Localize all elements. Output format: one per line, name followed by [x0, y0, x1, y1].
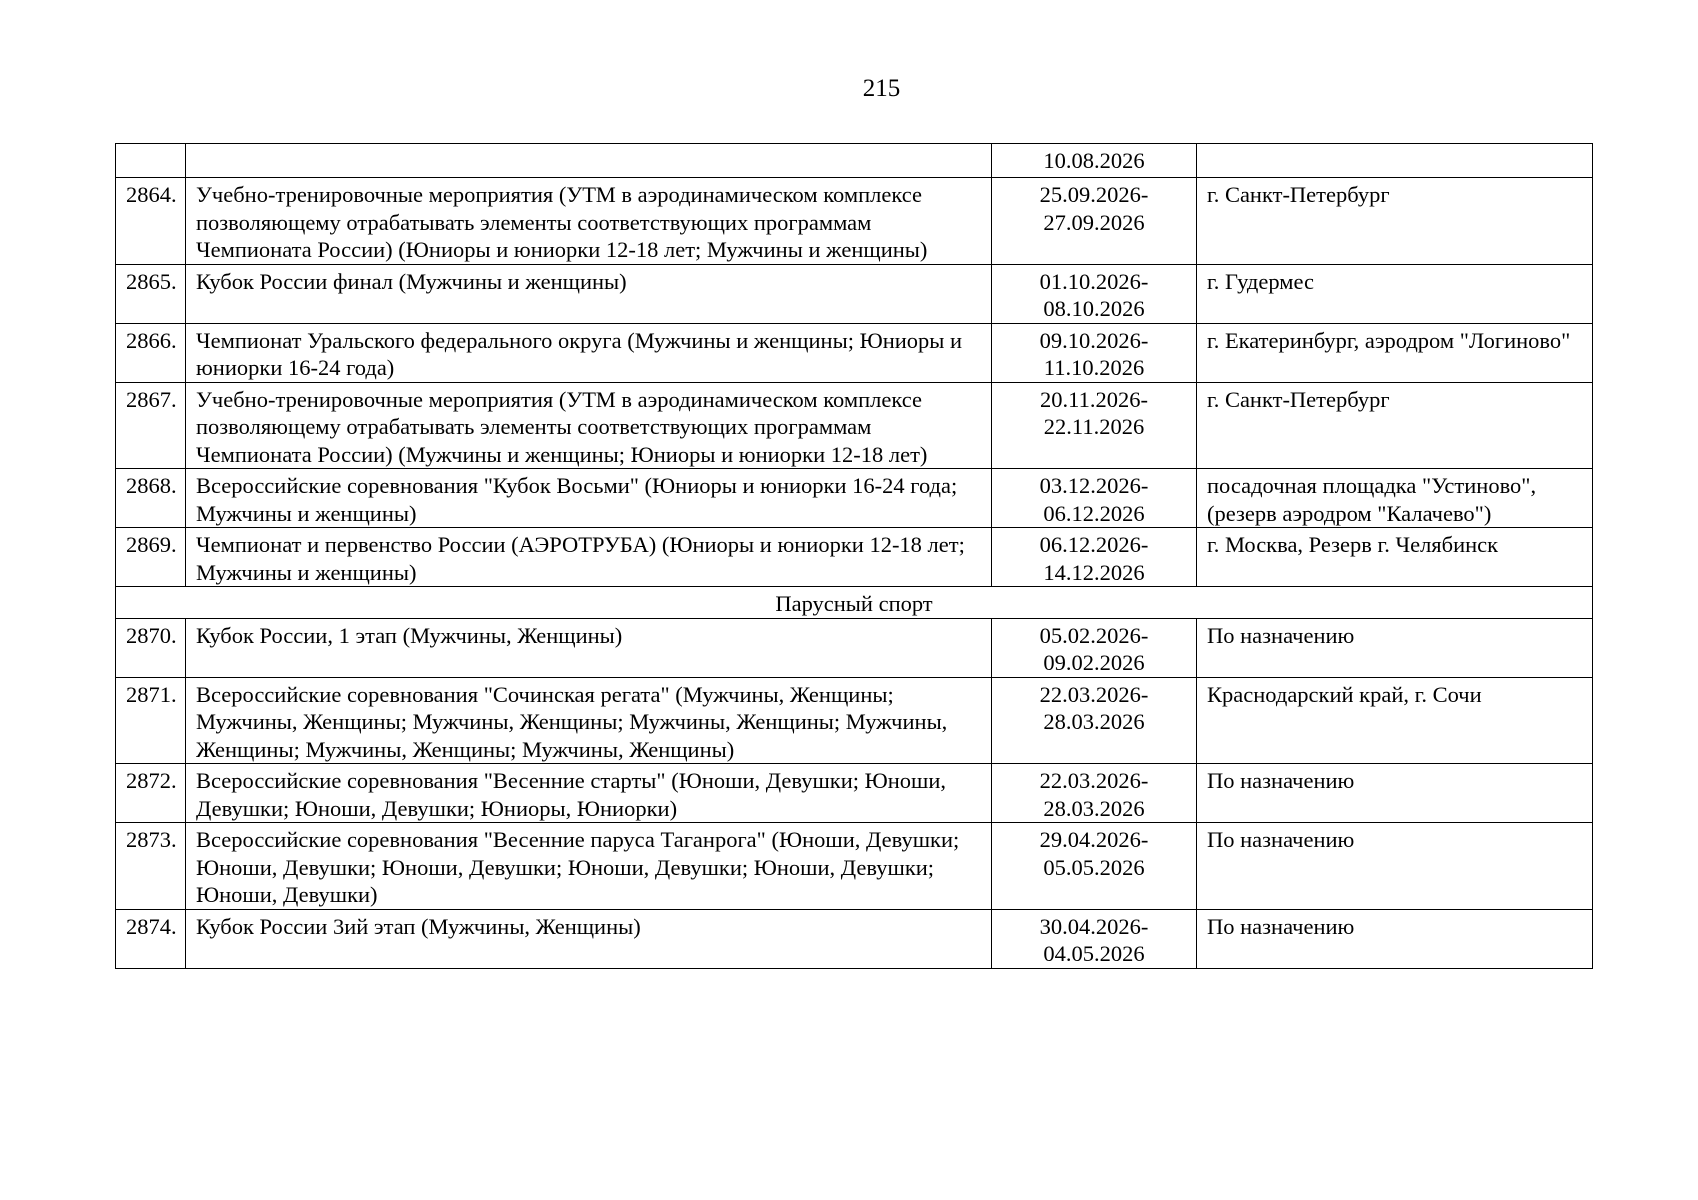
- date-to: 11.10.2026: [1043, 355, 1145, 380]
- event-place-text: По назначению: [1207, 768, 1355, 793]
- section-row: [116, 587, 1593, 619]
- event-name: [186, 264, 992, 323]
- table-row: [116, 528, 1593, 587]
- event-dates: [992, 823, 1197, 910]
- row-number: [116, 909, 186, 968]
- row-number: [116, 323, 186, 382]
- event-name: [186, 764, 992, 823]
- page-number: 215: [862, 75, 901, 102]
- event-dates: [992, 264, 1197, 323]
- event-name: [186, 823, 992, 910]
- row-number: [116, 382, 186, 469]
- date-from: 03.12.2026-: [1039, 473, 1149, 498]
- event-name: [186, 677, 992, 764]
- event-place: [1197, 144, 1593, 178]
- row-number-text: 2872.: [126, 768, 177, 793]
- table-row: [116, 764, 1593, 823]
- section-title: Парусный спорт: [116, 587, 1593, 619]
- row-number: [116, 618, 186, 677]
- event-place: [1197, 469, 1593, 528]
- event-name-text: Всероссийские соревнования "Весенние паруса Таганрога" (Юноши, Девушки; Юноши, Девушки; Юноши, Девушки; Юноши, Девушки; Юноши, Девушки; Юноши, Девушки): [196, 827, 960, 907]
- event-dates: [992, 178, 1197, 265]
- event-place-text: г. Санкт-Петербург: [1207, 386, 1390, 412]
- row-number: [116, 178, 186, 265]
- event-name-text: Кубок России, 1 этап (Мужчины, Женщины): [196, 622, 623, 648]
- row-number-text: 2869.: [126, 532, 177, 557]
- row-number-text: 2864.: [126, 182, 177, 207]
- event-place-text: посадочная площадка "Устиново", (резерв аэродром "Калачево"): [1207, 473, 1537, 526]
- event-dates: [992, 469, 1197, 528]
- event-name-text: Учебно-тренировочные мероприятия (УТМ в аэродинамическом комплексе позволяющему отрабатывать элементы соответствующих программам Чемпионата России) (Мужчины и женщины; Юниоры и юниорки 12-18 лет): [196, 386, 928, 467]
- date-from: 22.03.2026-: [1039, 681, 1149, 707]
- row-number: [116, 144, 186, 178]
- row-number-text: 2868.: [126, 473, 177, 498]
- event-place-text: г. Гудермес: [1207, 268, 1315, 294]
- date-to: 27.09.2026: [1043, 209, 1145, 235]
- event-name: [186, 323, 992, 382]
- table-row: [116, 144, 1593, 178]
- table-row: [116, 823, 1593, 910]
- event-place-text: По назначению: [1207, 622, 1355, 648]
- event-place: [1197, 264, 1593, 323]
- date-to: 09.02.2026: [1043, 650, 1145, 675]
- event-name-text: Кубок России финал (Мужчины и женщины): [196, 268, 627, 294]
- event-name: [186, 178, 992, 265]
- event-place-text: По назначению: [1207, 913, 1355, 939]
- date-from: 06.12.2026-: [1039, 532, 1149, 557]
- event-place-text: г. Санкт-Петербург: [1207, 182, 1390, 207]
- row-number: [116, 823, 186, 910]
- event-name: [186, 382, 992, 469]
- row-number: [116, 469, 186, 528]
- event-name-text: Кубок России 3ий этап (Мужчины, Женщины): [196, 913, 641, 939]
- event-name-text: Всероссийские соревнования "Кубок Восьми" (Юниоры и юниорки 16-24 года; Мужчины и женщины): [196, 473, 958, 526]
- date-from: 29.04.2026-: [1039, 827, 1149, 852]
- date-to: 28.03.2026: [1043, 709, 1145, 734]
- event-place-text: г. Екатеринбург, аэродром "Логиново": [1207, 327, 1571, 353]
- event-place: [1197, 323, 1593, 382]
- date-from: 05.02.2026-: [1039, 622, 1149, 648]
- event-name: [186, 469, 992, 528]
- date-to: 06.12.2026: [1043, 500, 1145, 526]
- event-dates: 10.08.2026: [992, 144, 1197, 178]
- date-to: 05.05.2026: [1043, 854, 1145, 880]
- row-number-text: 2867.: [126, 386, 177, 412]
- event-place: [1197, 677, 1593, 764]
- table-row: [116, 677, 1593, 764]
- event-place: [1197, 909, 1593, 968]
- event-name-text: Чемпионат Уральского федерального округа (Мужчины и женщины; Юниоры и юниорки 16-24 года): [196, 327, 963, 380]
- event-name: [186, 528, 992, 587]
- row-number-text: 2870.: [126, 622, 177, 648]
- table-row: [116, 618, 1593, 677]
- event-place: [1197, 764, 1593, 823]
- table-row: [116, 323, 1593, 382]
- date-to: 14.12.2026: [1043, 559, 1145, 585]
- event-place: [1197, 178, 1593, 265]
- event-name: [186, 909, 992, 968]
- date-from: 20.11.2026-: [1040, 386, 1148, 412]
- row-number-text: 2866.: [126, 327, 177, 353]
- event-place: [1197, 382, 1593, 469]
- event-dates: [992, 764, 1197, 823]
- event-place-text: г. Москва, Резерв г. Челябинск: [1207, 532, 1499, 557]
- event-place: [1197, 823, 1593, 910]
- event-dates: [992, 618, 1197, 677]
- event-dates: [992, 909, 1197, 968]
- table-row: [116, 909, 1593, 968]
- date-to: 08.10.2026: [1043, 296, 1145, 321]
- row-number-text: 2871.: [126, 681, 177, 707]
- event-place-text: Краснодарский край, г. Сочи: [1207, 681, 1482, 707]
- event-name-text: Всероссийские соревнования "Сочинская регата" (Мужчины, Женщины; Мужчины, Женщины; Мужчины, Женщины; Мужчины, Женщины; Мужчины, Женщины; Мужчины, Женщины; Мужчины, Женщины): [196, 681, 948, 762]
- event-name: [186, 618, 992, 677]
- date-from: 25.09.2026-: [1039, 182, 1149, 207]
- date-to: 22.11.2026: [1043, 414, 1145, 439]
- table-row: [116, 178, 1593, 265]
- events-table: [115, 143, 1593, 969]
- event-name-text: Учебно-тренировочные мероприятия (УТМ в аэродинамическом комплексе позволяющему отрабатывать элементы соответствующих программам Чемпионата России) (Юниоры и юниорки 12-18 лет; Мужчины и женщины): [196, 182, 928, 262]
- date-from: 01.10.2026-: [1039, 268, 1149, 294]
- date-from: 30.04.2026-: [1039, 913, 1149, 939]
- event-dates: [992, 528, 1197, 587]
- row-number: [116, 677, 186, 764]
- row-number: [116, 264, 186, 323]
- table-row: [116, 469, 1593, 528]
- table-row: [116, 382, 1593, 469]
- event-place-text: По назначению: [1207, 827, 1355, 852]
- date-to: 04.05.2026: [1043, 941, 1145, 966]
- event-dates: [992, 677, 1197, 764]
- row-number: [116, 528, 186, 587]
- event-name: [186, 144, 992, 178]
- table-body: [116, 144, 1593, 969]
- date-from: 09.10.2026-: [1039, 327, 1149, 353]
- row-number-text: 2874.: [126, 913, 177, 939]
- row-number-text: 2873.: [126, 827, 177, 852]
- date-to: 28.03.2026: [1043, 795, 1145, 821]
- row-number-text: 2865.: [126, 268, 177, 294]
- event-dates: [992, 323, 1197, 382]
- event-place: [1197, 618, 1593, 677]
- row-number: [116, 764, 186, 823]
- date-from: 22.03.2026-: [1039, 768, 1149, 793]
- table-row: [116, 264, 1593, 323]
- event-place: [1197, 528, 1593, 587]
- event-dates: [992, 382, 1197, 469]
- event-name-text: Всероссийские соревнования "Весенние старты" (Юноши, Девушки; Юноши, Девушки; Юноши, Девушки; Юниоры, Юниорки): [196, 768, 947, 821]
- event-name-text: Чемпионат и первенство России (АЭРОТРУБА) (Юниоры и юниорки 12-18 лет; Мужчины и женщины): [196, 532, 965, 585]
